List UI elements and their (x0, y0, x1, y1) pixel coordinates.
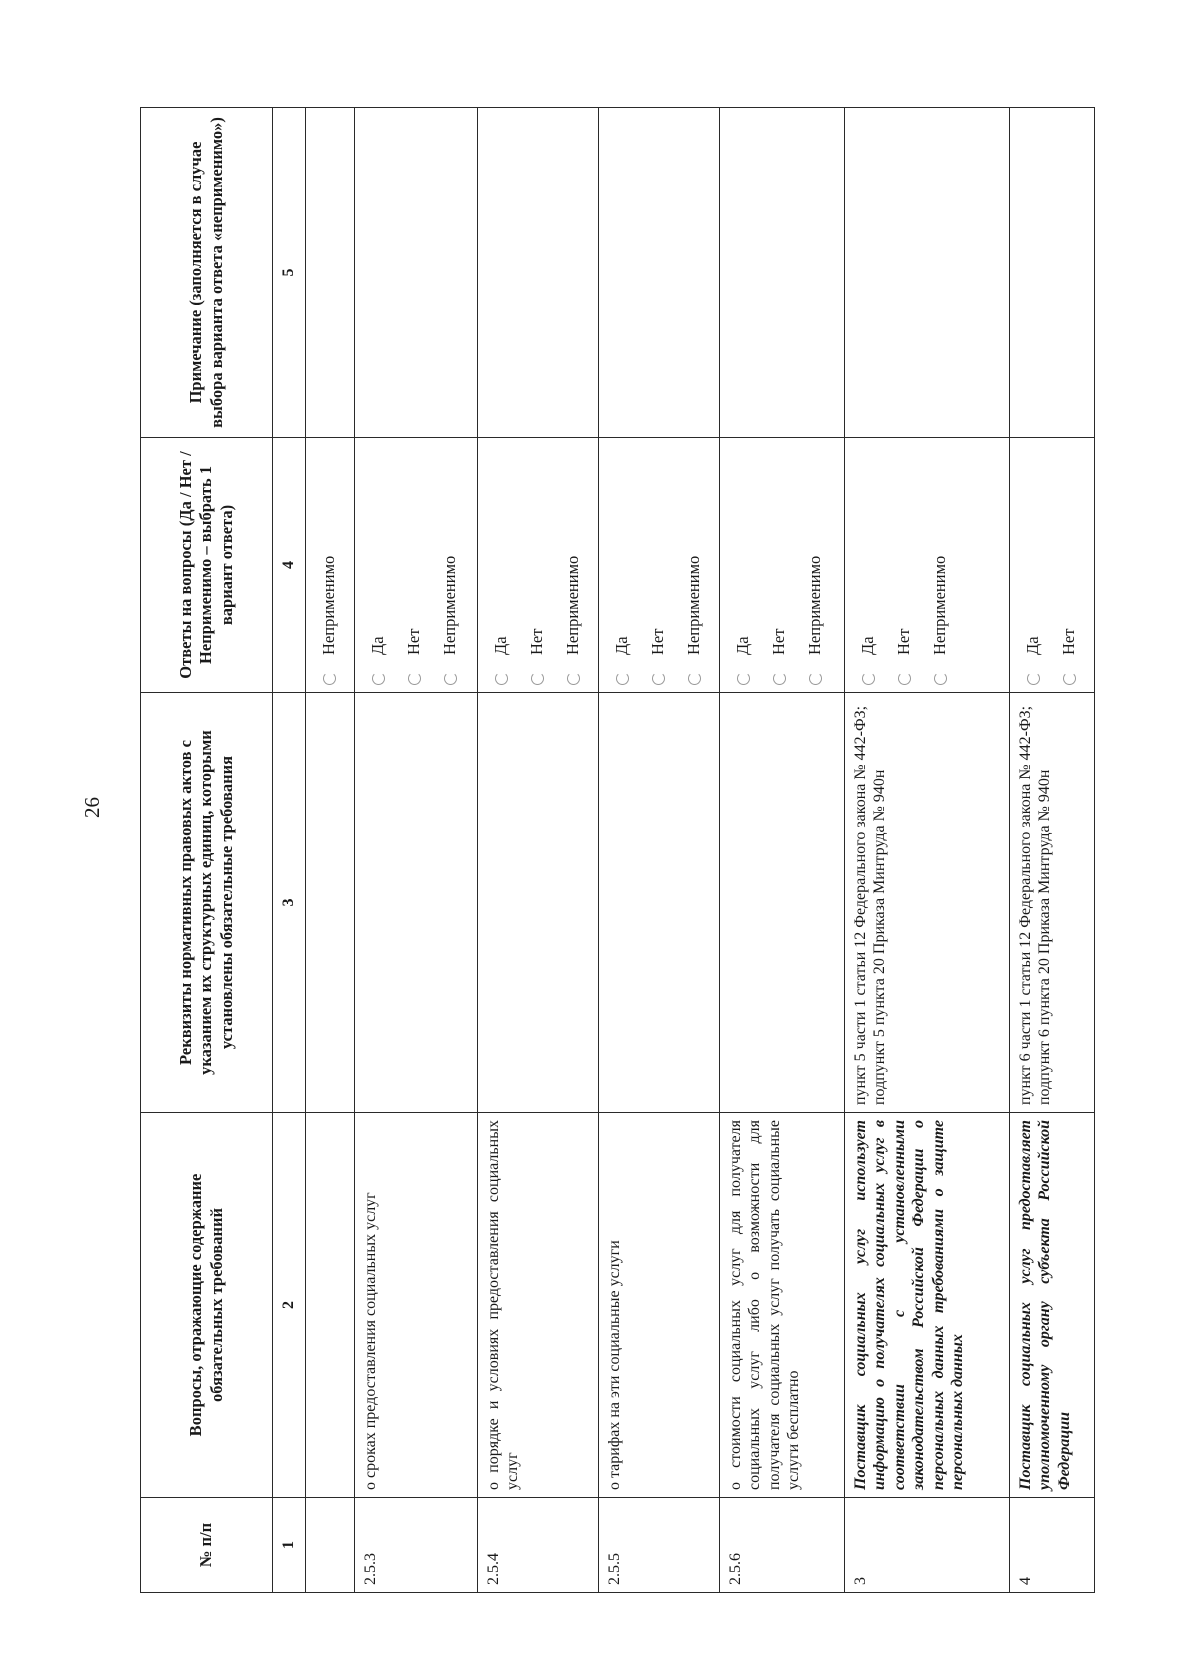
answer-options (1009, 438, 1094, 693)
requisite-order: подпункт 6 пункта 20 Приказа Минтруда № 940н (1036, 769, 1054, 1105)
row-note (598, 108, 719, 438)
answer-option-no[interactable]: Нет (762, 445, 798, 685)
answer-option-yes[interactable]: Да (361, 445, 397, 685)
header-requisites: Реквизиты нормативных правовых актов с указанием их структурных единиц, которыми установлены обязательные требования (141, 693, 273, 1113)
row-requisites (305, 693, 354, 1113)
row-number (305, 1498, 354, 1593)
radio-button[interactable] (495, 672, 508, 685)
row-note (305, 108, 354, 438)
radio-button[interactable] (567, 672, 580, 685)
answer-options (354, 438, 477, 693)
answer-option-na[interactable]: Неприменимо (312, 445, 348, 685)
requisite-order: подпункт 5 пункта 20 Приказа Минтруда № 940н (871, 769, 889, 1105)
header-answers: Ответы на вопросы (Да / Нет / Неприменимо – выбрать 1 вариант ответа) (141, 438, 273, 693)
answer-option-no[interactable]: Нет (397, 445, 433, 685)
answer-option-no[interactable]: Нет (1052, 445, 1088, 685)
requisite-law: пункт 6 части 1 статьи 12 Федерального закона № 442-ФЗ; (1016, 705, 1034, 1105)
answer-option-yes[interactable]: Да (851, 445, 887, 685)
radio-button[interactable] (773, 672, 786, 685)
row-requisites (1009, 693, 1094, 1113)
answer-option-na[interactable]: Неприменимо (556, 445, 592, 685)
column-number: 5 (273, 108, 306, 438)
row-requisites (598, 693, 719, 1113)
radio-button[interactable] (1027, 672, 1040, 685)
answer-option-no[interactable]: Нет (520, 445, 556, 685)
radio-button[interactable] (809, 672, 822, 685)
answer-option-na[interactable]: Неприменимо (433, 445, 469, 685)
radio-button[interactable] (934, 672, 947, 685)
answer-options (305, 438, 354, 693)
column-number-row (273, 108, 306, 1593)
row-requisites (844, 693, 1009, 1113)
radio-button[interactable] (1063, 672, 1076, 685)
answer-options (477, 438, 598, 693)
answer-options (719, 438, 844, 693)
radio-button[interactable] (688, 672, 701, 685)
checklist-table (140, 107, 1095, 1593)
radio-button[interactable] (444, 672, 457, 685)
row-note (719, 108, 844, 438)
column-number: 4 (273, 438, 306, 693)
radio-button[interactable] (323, 672, 336, 685)
column-number: 2 (273, 1113, 306, 1498)
row-note (354, 108, 477, 438)
row-question: о сроках предоставления социальных услуг (354, 1113, 477, 1498)
column-number: 3 (273, 693, 306, 1113)
page-number: 26 (80, 797, 104, 818)
row-question: о стоимости социальных услуг для получателя социальных услуг либо о возможности для получателя социальных услуг получать социальные услуги бесплатно (719, 1113, 844, 1498)
table-row (354, 108, 477, 1593)
radio-button[interactable] (737, 672, 750, 685)
checklist-document (140, 108, 1079, 1593)
row-question (305, 1113, 354, 1498)
row-requisites (719, 693, 844, 1113)
answer-option-na[interactable]: Неприменимо (677, 445, 713, 685)
table-row (719, 108, 844, 1593)
row-question: Поставщик социальных услуг предоставляет уполномоченному органу субъекта Российской Федерации (1009, 1113, 1094, 1498)
header-row (141, 108, 273, 1593)
table-row (305, 108, 354, 1593)
answer-option-na[interactable]: Неприменимо (923, 445, 959, 685)
answer-option-yes[interactable]: Да (726, 445, 762, 685)
column-number: 1 (273, 1498, 306, 1593)
header-number: № п/п (141, 1498, 273, 1593)
answer-option-yes[interactable]: Да (605, 445, 641, 685)
table-row (598, 108, 719, 1593)
answer-option-na[interactable]: Неприменимо (798, 445, 834, 685)
row-question: о тарифах на эти социальные услуги (598, 1113, 719, 1498)
row-number: 2.5.6 (719, 1498, 844, 1593)
table-row (844, 108, 1009, 1593)
answer-option-no[interactable]: Нет (641, 445, 677, 685)
answer-options (598, 438, 719, 693)
answer-option-no[interactable]: Нет (887, 445, 923, 685)
radio-button[interactable] (652, 672, 665, 685)
radio-button[interactable] (862, 672, 875, 685)
row-requisites (354, 693, 477, 1113)
requisite-law: пункт 5 части 1 статьи 12 Федерального закона № 442-ФЗ; (851, 705, 869, 1105)
table-row (477, 108, 598, 1593)
radio-button[interactable] (408, 672, 421, 685)
row-note (477, 108, 598, 438)
row-note (844, 108, 1009, 438)
header-note: Примечание (заполняется в случае выбора варианта ответа «неприменимо») (141, 108, 273, 438)
answer-option-yes[interactable]: Да (1016, 445, 1052, 685)
row-question: о порядке и условиях предоставления социальных услуг (477, 1113, 598, 1498)
row-question: Поставщик социальных услуг использует информацию о получателях социальных услуг в соответствии с установленными законодательством Российской Федерации о персональных данных требованиями о защите персональных данных (844, 1113, 1009, 1498)
row-number: 2.5.4 (477, 1498, 598, 1593)
row-number: 3 (844, 1498, 1009, 1593)
answer-option-yes[interactable]: Да (484, 445, 520, 685)
table-row (1009, 108, 1094, 1593)
header-questions: Вопросы, отражающие содержание обязательных требований (141, 1113, 273, 1498)
answer-options (844, 438, 1009, 693)
radio-button[interactable] (531, 672, 544, 685)
row-requisites (477, 693, 598, 1113)
radio-button[interactable] (616, 672, 629, 685)
radio-button[interactable] (372, 672, 385, 685)
radio-button[interactable] (898, 672, 911, 685)
row-number: 2.5.3 (354, 1498, 477, 1593)
row-note (1009, 108, 1094, 438)
row-number: 2.5.5 (598, 1498, 719, 1593)
row-number: 4 (1009, 1498, 1094, 1593)
